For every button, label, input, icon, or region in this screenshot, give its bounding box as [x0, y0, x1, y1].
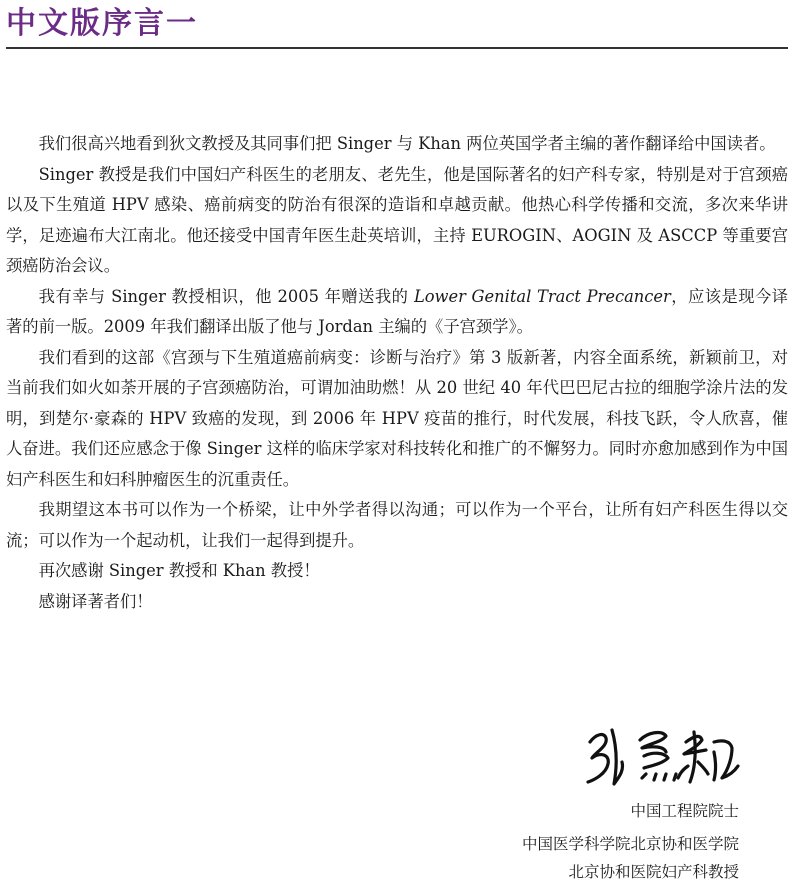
paragraph-3 [6, 282, 788, 343]
book-title-italic: Lower Genital Tract Precancer [413, 286, 671, 306]
paragraph-6: 再次感谢 Singer 教授和 Khan 教授！ [38, 561, 320, 580]
page-title: 中文版序言一 [6, 6, 198, 41]
signature-title-3: 北京协和医院妇产科教授 [568, 863, 739, 881]
title-divider [6, 47, 788, 49]
signature-title-1: 中国工程院院士 [630, 802, 739, 820]
handwritten-signature [582, 722, 740, 792]
paragraph-7: 感谢译著者们！ [38, 591, 153, 611]
signature-title-2: 中国医学科学院北京协和医学院 [521, 835, 739, 853]
preface-body [6, 129, 788, 617]
paragraph-4: 我们看到的这部《宫颈与下生殖道癌前病变：诊断与治疗》第 3 版新著，内容全面系统，新颖前卫，对当前我们如火如荼开展的子宫颈癌防治，可谓加油助燃！从 20 世纪 40 年代巴巴尼古拉的细胞学涂片法的发明，到楚尔·豪森的 HPV 致癌的发现，到 2006 年 HPV 疫苗的推行，时代发展，科技飞跃，令人欣喜，催人奋进。我们还应感念于像 Singer 这样的临床学家对科技转化和推广的不懈努力。同时亦愈加感到作为中国妇产科医生和妇科肿瘤医生的沉重责任。 [6, 347, 788, 489]
paragraph-5: 我期望这本书可以作为一个桥梁，让中外学者得以沟通；可以作为一个平台，让所有妇产科医生得以交流；可以作为一个起动机，让我们一起得到提升。 [6, 500, 788, 550]
paragraph-3-text-b: ，应该是现今译著的前一版。2009 年我们翻译出版了他与 Jordan 主编的《子宫颈学》。 [6, 286, 788, 336]
paragraph-3-text-a: 我有幸与 Singer 教授相识，他 2005 年赠送我的 [38, 286, 414, 306]
paragraph-2: Singer 教授是我们中国妇产科医生的老朋友、老先生，他是国际著名的妇产科专家，特别是对于宫颈癌以及下生殖道 HPV 感染、癌前病变的防治有很深的造诣和卓越贡献。他热心科学传播和交流，多次来华讲学，足迹遍布大江南北。他还接受中国青年医生赴英培训，主持 EUROGIN、AOGIN 及 ASCCP 等重要宫颈癌防治会议。 [6, 164, 788, 275]
paragraph-1: 我们很高兴地看到狄文教授及其同事们把 Singer 与 Khan 两位英国学者主编的著作翻译给中国读者。 [38, 134, 776, 153]
